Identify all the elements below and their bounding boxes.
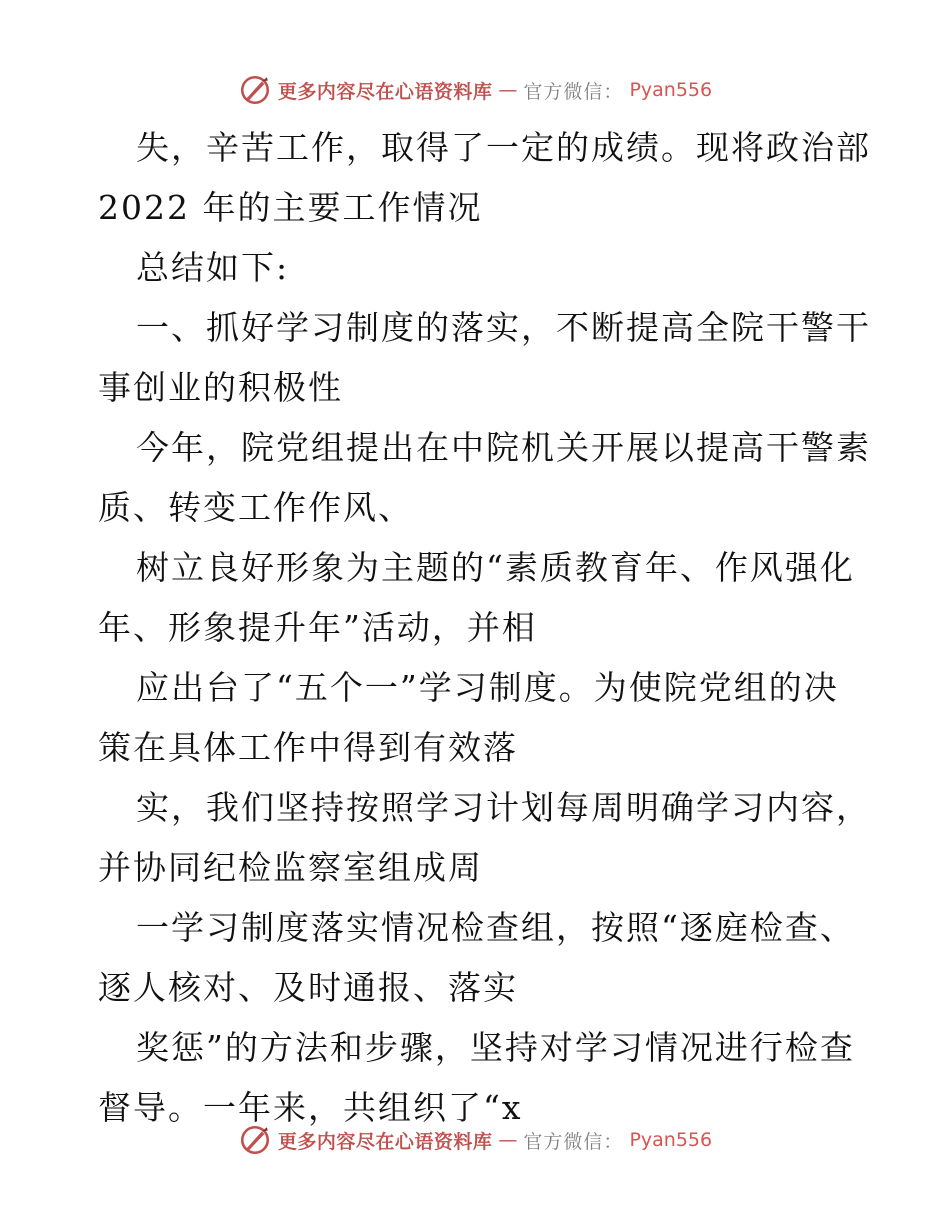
text-line: 策在具体工作中得到有效落	[98, 728, 518, 767]
quill-pen-logo-icon	[238, 73, 272, 107]
text-line: 年、形象提升年”活动，并相	[98, 608, 537, 647]
watermark-brand: 更多内容尽在心语资料库	[277, 1130, 493, 1153]
watermark-wechat-id: Pyan556	[629, 1129, 713, 1151]
watermark-separator: —	[498, 1129, 518, 1151]
watermark-wechat-id: Pyan556	[629, 79, 713, 101]
text-line: 2022 年的主要工作情况	[98, 188, 483, 227]
text-line: 失，辛苦工作，取得了一定的成绩。现将政治部	[136, 128, 871, 167]
text-line: 督导。一年来，共组织了“x	[98, 1088, 523, 1127]
watermark-brand: 更多内容尽在心语资料库	[277, 80, 493, 103]
watermark-official-label: 官方微信：	[523, 1130, 624, 1153]
text-line: 并协同纪检监察室组成周	[98, 848, 483, 887]
quill-pen-logo-icon	[238, 1123, 272, 1157]
footer-watermark	[0, 1120, 950, 1160]
text-line: 实，我们坚持按照学习计划每周明确学习内容，	[136, 788, 871, 827]
text-line: 质、转变工作作风、	[98, 488, 413, 527]
watermark-official-label: 官方微信：	[523, 80, 624, 103]
text-line: 树立良好形象为主题的“素质教育年、作风强化	[136, 548, 855, 587]
document-body	[98, 118, 871, 1138]
text-line: 事创业的积极性	[98, 368, 343, 407]
text-line: 奖惩”的方法和步骤，坚持对学习情况进行检查	[136, 1028, 855, 1067]
text-line: 一学习制度落实情况检查组，按照“逐庭检查、	[136, 908, 855, 947]
text-line: 应出台了“五个一”学习制度。为使院党组的决	[136, 668, 839, 707]
watermark-separator: —	[498, 79, 518, 101]
text-line: 一、抓好学习制度的落实，不断提高全院干警干	[136, 308, 871, 347]
header-watermark	[0, 70, 950, 110]
text-line: 逐人核对、及时通报、落实	[98, 968, 518, 1007]
text-line: 总结如下:	[136, 248, 290, 287]
text-line: 今年，院党组提出在中院机关开展以提高干警素	[136, 428, 871, 467]
